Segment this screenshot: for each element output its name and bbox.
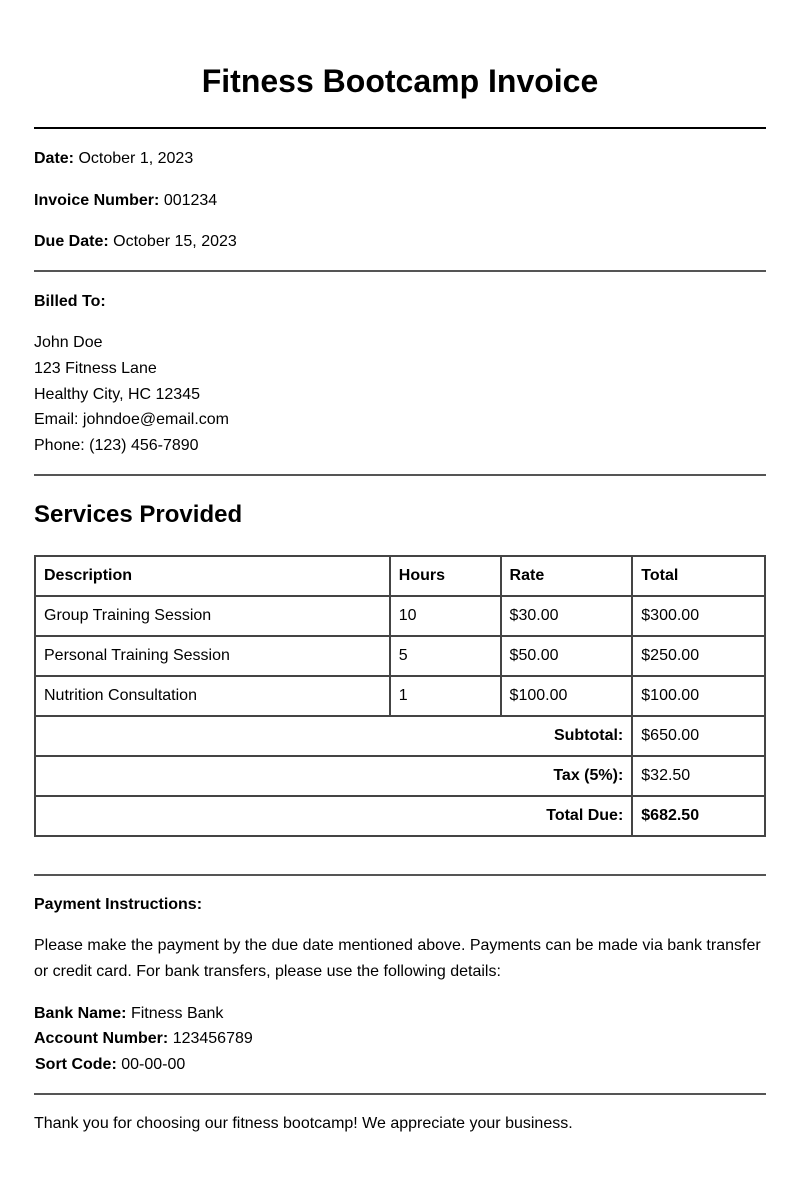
billed-to-street: 123 Fitness Lane	[34, 360, 157, 377]
table-row	[35, 636, 765, 676]
column-header-rate: Rate	[501, 556, 633, 596]
subtotal-label: Subtotal:	[35, 716, 632, 756]
billed-to-name: John Doe	[34, 334, 103, 351]
total-due-row	[35, 796, 765, 836]
payment-heading: Payment Instructions:	[34, 896, 203, 913]
date-value: October 1, 2023	[78, 150, 194, 167]
sort-code-value: 00-00-00	[121, 1056, 186, 1073]
billed-to-heading: Billed To:	[34, 293, 106, 310]
billed-to-phone: Phone: (123) 456-7890	[34, 437, 199, 454]
due-date-line	[34, 232, 237, 252]
account-number-line	[34, 1029, 253, 1049]
billed-divider	[34, 474, 766, 476]
column-header-description: Description	[35, 556, 390, 596]
account-number-value: 123456789	[172, 1030, 253, 1047]
table-row	[35, 596, 765, 636]
cell-hours: 1	[390, 676, 501, 716]
table-header-row	[35, 556, 765, 596]
invoice-number-label: Invoice Number:	[34, 192, 160, 209]
cell-description: Personal Training Session	[35, 636, 390, 676]
services-table	[34, 555, 766, 837]
date-line	[34, 149, 193, 169]
invoice-number-line	[34, 191, 217, 211]
cell-total: $250.00	[632, 636, 765, 676]
sort-code-line	[35, 1055, 185, 1075]
tax-value: $32.50	[632, 756, 765, 796]
due-date-label: Due Date:	[34, 233, 109, 250]
subtotal-row	[35, 716, 765, 756]
cell-rate: $100.00	[501, 676, 633, 716]
column-header-hours: Hours	[390, 556, 501, 596]
thank-you-note: Thank you for choosing our fitness bootcamp! We appreciate your business.	[34, 1115, 573, 1132]
cell-hours: 10	[390, 596, 501, 636]
table-row	[35, 676, 765, 716]
title-divider	[34, 127, 766, 129]
payment-divider	[34, 1093, 766, 1095]
cell-hours: 5	[390, 636, 501, 676]
tax-row	[35, 756, 765, 796]
total-due-label: Total Due:	[35, 796, 632, 836]
tax-label: Tax (5%):	[35, 756, 632, 796]
payment-text: Please make the payment by the due date mentioned above. Payments can be made via bank transfer or credit card. For bank transfers, please use the following details:	[34, 937, 761, 980]
account-number-label: Account Number:	[34, 1030, 169, 1047]
bank-name-label: Bank Name:	[34, 1005, 127, 1022]
services-heading: Services Provided	[34, 501, 243, 528]
date-label: Date:	[34, 150, 75, 167]
billed-to-city: Healthy City, HC 12345	[34, 386, 200, 403]
services-divider	[34, 874, 766, 876]
cell-description: Group Training Session	[35, 596, 390, 636]
meta-divider	[34, 270, 766, 272]
bank-name-value: Fitness Bank	[130, 1005, 224, 1022]
due-date-value: October 15, 2023	[113, 233, 237, 250]
bank-name-line	[34, 1004, 223, 1024]
billed-to-email: Email: johndoe@email.com	[34, 411, 229, 428]
total-due-value: $682.50	[632, 796, 765, 836]
sort-code-label: Sort Code:	[35, 1056, 117, 1073]
cell-description: Nutrition Consultation	[35, 676, 390, 716]
invoice-title: Fitness Bootcamp Invoice	[201, 63, 599, 99]
cell-rate: $30.00	[501, 596, 633, 636]
column-header-total: Total	[632, 556, 765, 596]
cell-total: $100.00	[632, 676, 765, 716]
subtotal-value: $650.00	[632, 716, 765, 756]
invoice-number-value: 001234	[163, 192, 218, 209]
cell-total: $300.00	[632, 596, 765, 636]
cell-rate: $50.00	[501, 636, 633, 676]
